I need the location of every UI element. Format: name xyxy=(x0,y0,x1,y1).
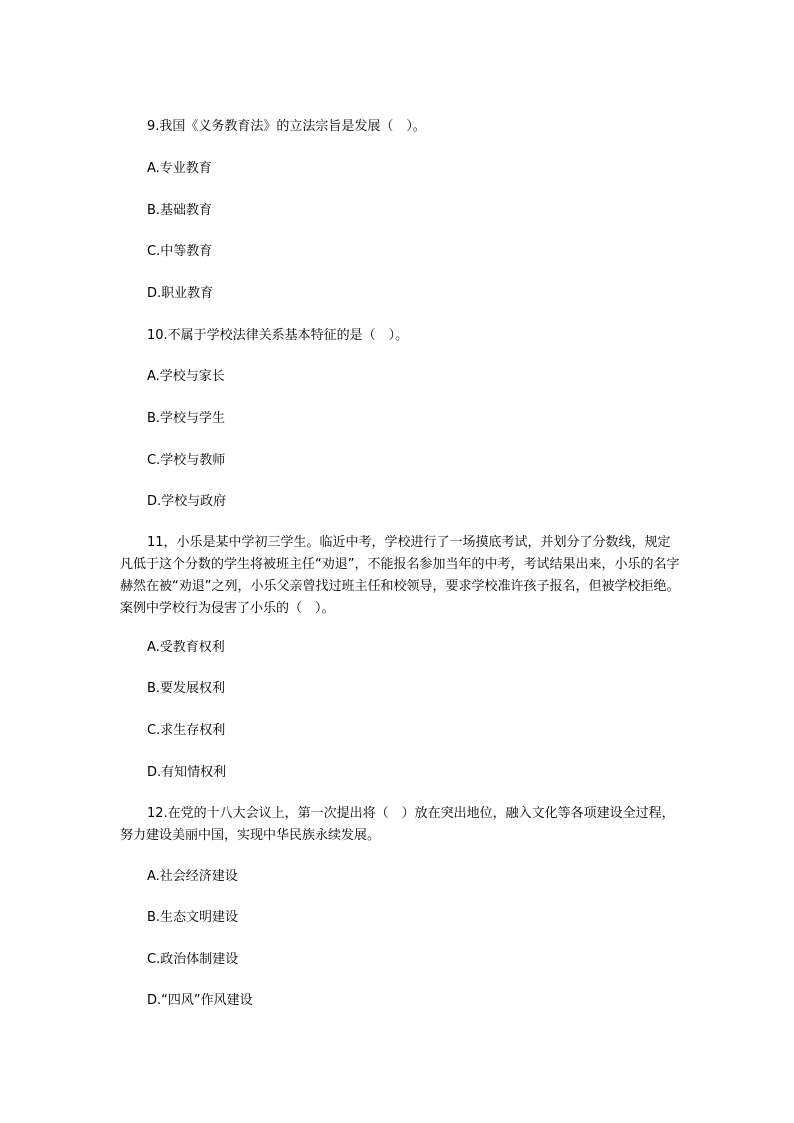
question-9-stem: 9.我国《义务教育法》的立法宗旨是发展（ ）。 xyxy=(147,119,426,134)
question-12-stem: 12.在党的十八大会议上，第一次提出将（ ）放在突出地位，融入文化等各项建设全过程，努力建设美丽中国，实现中华民族永续发展。 xyxy=(120,806,675,843)
question-10-option-a: A.学校与家长 xyxy=(147,369,225,384)
question-10-option-c: C.学校与教师 xyxy=(147,453,226,468)
question-11-stem: 11，小乐是某中学初三学生。临近中考，学校进行了一场摸底考试，并划分了分数线，规定凡低于这个分数的学生将被班主任“劝退”，不能报名参加当年的中考，考试结果出来，小乐的名字赫然在被“劝退”之列，小乐父亲曾找过班主任和校领导，要求学校准许孩子报名，但被学校拒绝。案例中学校行为侵害了小乐的（ ）。 xyxy=(120,535,680,616)
question-10-option-b: B.学校与学生 xyxy=(147,411,226,426)
question-12-option-b: B.生态文明建设 xyxy=(147,910,239,925)
question-10-stem: 10.不属于学校法律关系基本特征的是（ ）。 xyxy=(147,328,409,343)
question-9-option-c: C.中等教育 xyxy=(147,244,213,259)
question-12-option-a: A.社会经济建设 xyxy=(147,869,238,884)
question-9-option-b: B.基础教育 xyxy=(147,203,213,218)
question-11-option-b: B.要发展权利 xyxy=(147,681,226,696)
question-11-option-c: C.求生存权利 xyxy=(147,723,226,738)
question-10-option-d: D.学校与政府 xyxy=(147,494,227,509)
question-9-option-a: A.专业教育 xyxy=(147,161,212,176)
question-9-option-d: D.职业教育 xyxy=(147,286,214,301)
question-11-option-a: A.受教育权利 xyxy=(147,640,225,655)
question-12-option-c: C.政治体制建设 xyxy=(147,952,239,967)
question-12-option-d: D.“四风”作风建设 xyxy=(147,993,253,1008)
question-11-option-d: D.有知情权利 xyxy=(147,765,227,780)
